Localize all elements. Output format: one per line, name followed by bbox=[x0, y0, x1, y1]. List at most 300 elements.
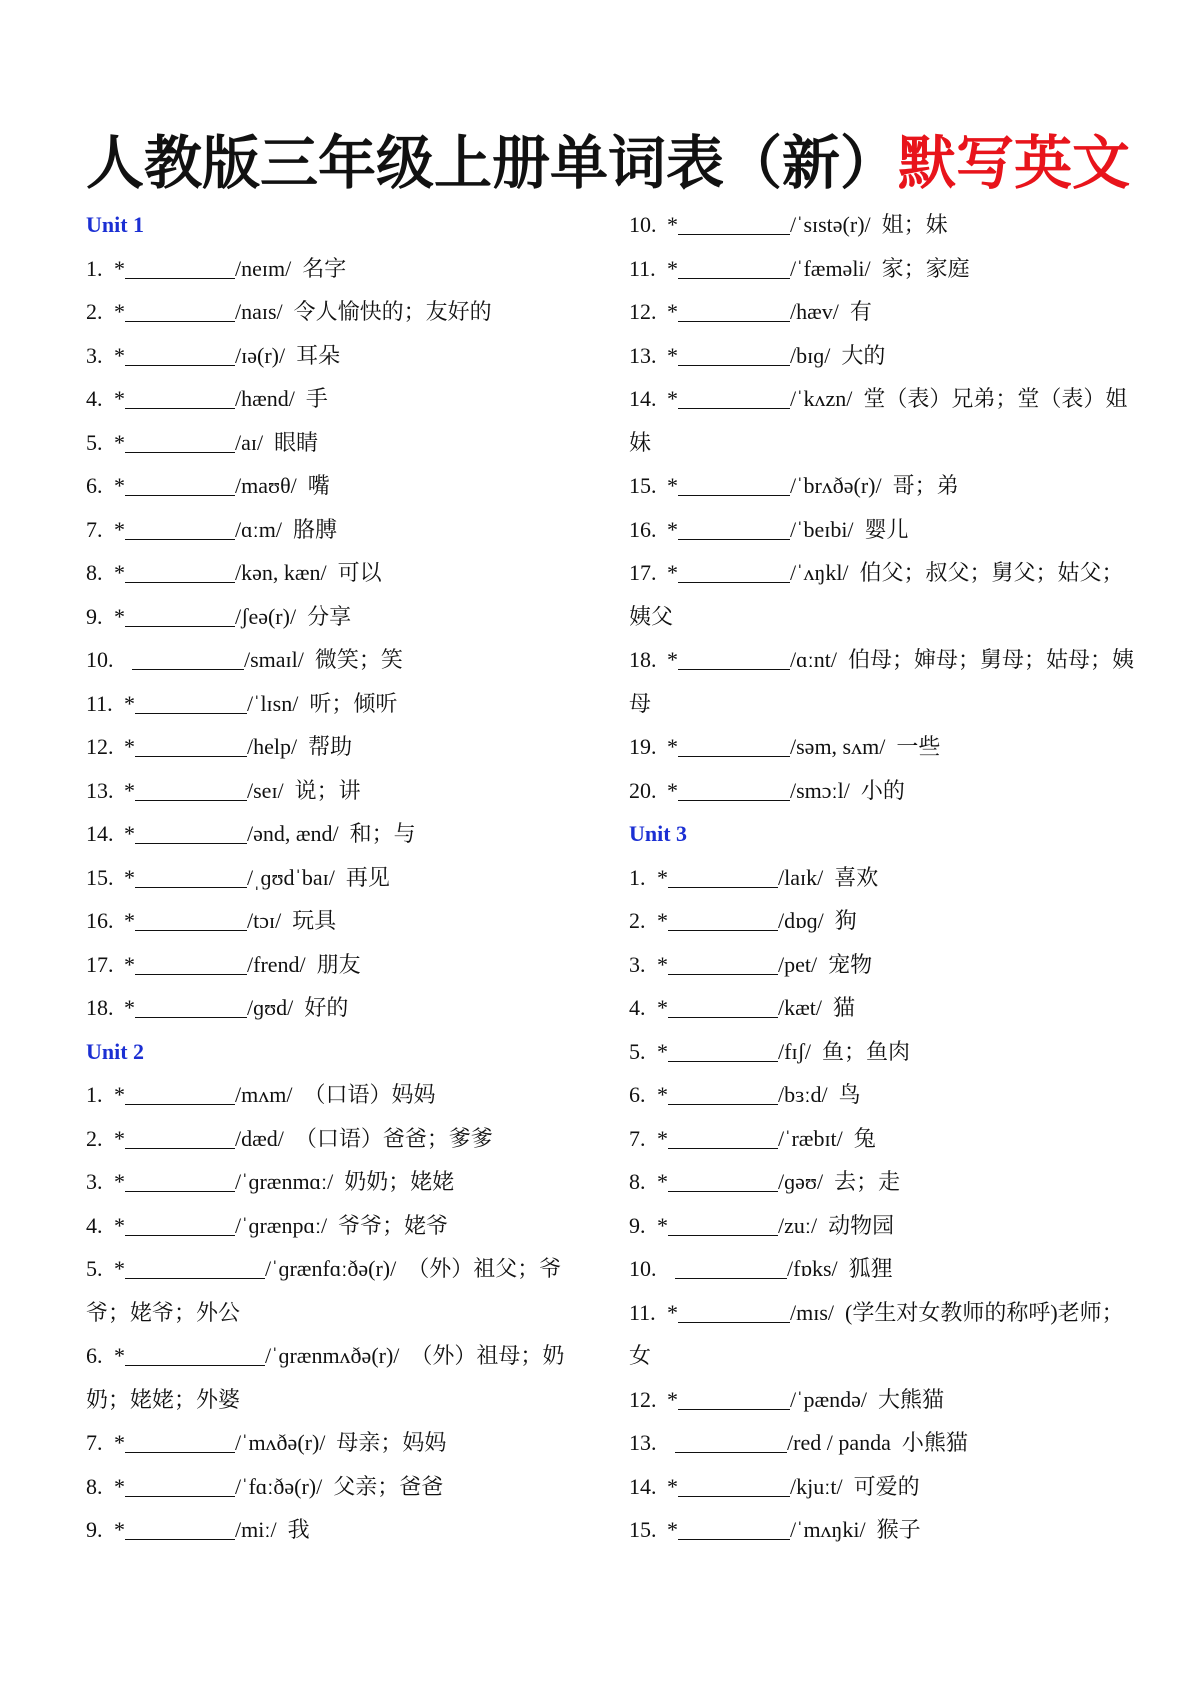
required-star: * bbox=[114, 1082, 125, 1107]
answer-blank[interactable] bbox=[678, 295, 790, 322]
word-entry bbox=[86, 290, 591, 334]
meaning: 姐；妹 bbox=[881, 212, 948, 237]
phonetic: /kjuːt/ bbox=[790, 1473, 843, 1499]
answer-blank[interactable] bbox=[125, 426, 235, 453]
required-star: * bbox=[657, 908, 668, 933]
answer-blank[interactable] bbox=[668, 1209, 778, 1236]
phonetic: /miː/ bbox=[235, 1517, 277, 1542]
answer-blank[interactable] bbox=[125, 295, 235, 322]
required-star: * bbox=[657, 1125, 668, 1151]
required-star: * bbox=[667, 1517, 678, 1542]
required-star: * bbox=[114, 473, 125, 498]
phonetic: /ˈɡrænpɑː/ bbox=[235, 1212, 328, 1238]
meaning: 令人愉快的；友好的 bbox=[293, 299, 492, 324]
word-entry bbox=[629, 1117, 1139, 1161]
phonetic: /səm, sʌm/ bbox=[790, 734, 886, 759]
required-star: * bbox=[124, 777, 135, 803]
phonetic: /ˈpændə/ bbox=[790, 1386, 867, 1412]
entry-number: 9. bbox=[629, 1212, 646, 1238]
meaning: 有 bbox=[849, 299, 872, 324]
required-star: * bbox=[667, 342, 678, 368]
word-entry bbox=[86, 812, 591, 856]
answer-blank[interactable] bbox=[668, 1078, 778, 1105]
required-star: * bbox=[114, 1256, 125, 1281]
meaning: 父亲；爸爸 bbox=[333, 1473, 444, 1499]
entry-number: 4. bbox=[86, 1212, 103, 1238]
phonetic: /smaɪl/ bbox=[244, 647, 304, 672]
phonetic: /maʊθ/ bbox=[235, 473, 297, 498]
answer-blank[interactable] bbox=[678, 252, 790, 279]
answer-blank[interactable] bbox=[668, 1122, 778, 1149]
answer-blank[interactable] bbox=[678, 513, 790, 540]
required-star: * bbox=[114, 1430, 125, 1455]
required-star: * bbox=[657, 995, 668, 1020]
entry-number: 2. bbox=[86, 299, 103, 324]
answer-blank[interactable] bbox=[125, 1078, 235, 1105]
meaning: 母亲；妈妈 bbox=[336, 1430, 447, 1455]
phonetic: /ˈɡrænmʌðə(r)/ bbox=[265, 1343, 400, 1368]
answer-blank[interactable] bbox=[135, 861, 247, 888]
answer-blank[interactable] bbox=[125, 382, 235, 409]
entry-number: 17. bbox=[86, 951, 114, 977]
meaning: 胳膊 bbox=[292, 516, 337, 542]
entry-number: 1. bbox=[86, 1082, 103, 1107]
entry-number: 1. bbox=[86, 255, 103, 281]
meaning: 我 bbox=[287, 1517, 310, 1542]
phonetic: /zuː/ bbox=[778, 1212, 818, 1238]
required-star: * bbox=[114, 1473, 125, 1499]
entry-number: 16. bbox=[86, 908, 114, 933]
word-entry bbox=[629, 1247, 1139, 1291]
meaning: 好的 bbox=[304, 995, 349, 1020]
word-entry bbox=[86, 1117, 591, 1161]
word-entry bbox=[629, 856, 1139, 900]
answer-blank[interactable] bbox=[125, 1209, 235, 1236]
meaning: 帮助 bbox=[308, 734, 353, 759]
entry-number: 10. bbox=[629, 1256, 657, 1281]
meaning: 动物园 bbox=[828, 1212, 895, 1238]
entry-number: 8. bbox=[86, 1473, 103, 1499]
answer-blank[interactable] bbox=[668, 1165, 778, 1192]
word-entry bbox=[629, 1073, 1139, 1117]
phonetic: /neɪm/ bbox=[235, 255, 292, 281]
phonetic: /kən, kæn/ bbox=[235, 560, 327, 585]
word-entry bbox=[86, 638, 591, 682]
required-star: * bbox=[114, 516, 125, 542]
required-star: * bbox=[657, 1169, 668, 1194]
required-star: * bbox=[667, 255, 678, 281]
meaning: 堂（表）兄弟；堂（表）姐妹 bbox=[629, 386, 1128, 455]
entry-number: 15. bbox=[629, 1517, 657, 1542]
entry-number: 10. bbox=[86, 647, 114, 672]
required-star: * bbox=[114, 342, 125, 368]
required-star: * bbox=[114, 255, 125, 281]
answer-blank[interactable] bbox=[668, 991, 778, 1018]
meaning: 微笑；笑 bbox=[314, 647, 403, 672]
answer-blank[interactable] bbox=[125, 556, 235, 583]
entry-number: 12. bbox=[629, 1386, 657, 1412]
required-star: * bbox=[657, 864, 668, 890]
phonetic: /frend/ bbox=[247, 951, 306, 977]
meaning: 哥；弟 bbox=[892, 473, 959, 498]
entry-number: 7. bbox=[86, 1430, 103, 1455]
required-star: * bbox=[667, 516, 678, 542]
word-entry bbox=[86, 508, 591, 552]
phonetic: /ɪə(r)/ bbox=[235, 342, 286, 368]
word-entry bbox=[86, 551, 591, 595]
answer-blank[interactable] bbox=[678, 469, 790, 496]
answer-blank[interactable] bbox=[678, 382, 790, 409]
meaning: 手 bbox=[305, 386, 328, 411]
entry-number: 17. bbox=[629, 560, 657, 585]
unit-heading: Unit 3 bbox=[629, 821, 688, 846]
required-star: * bbox=[114, 560, 125, 585]
answer-blank[interactable] bbox=[668, 904, 778, 931]
meaning: 可以 bbox=[337, 560, 382, 585]
phonetic: /ˈsɪstə(r)/ bbox=[790, 212, 871, 237]
answer-blank[interactable] bbox=[135, 991, 247, 1018]
required-star: * bbox=[667, 1473, 678, 1499]
entry-number: 8. bbox=[629, 1169, 646, 1194]
required-star: * bbox=[114, 1169, 125, 1194]
word-entry bbox=[86, 1465, 591, 1509]
meaning: 兔 bbox=[853, 1125, 876, 1151]
answer-blank[interactable] bbox=[678, 1383, 790, 1410]
entry-number: 18. bbox=[629, 647, 657, 672]
page-title bbox=[86, 126, 1130, 202]
entry-number: 2. bbox=[86, 1125, 103, 1151]
entry-number: 5. bbox=[86, 429, 103, 455]
required-star: * bbox=[667, 777, 678, 803]
word-entry bbox=[629, 1160, 1139, 1204]
meaning: 猫 bbox=[833, 995, 856, 1020]
required-star: * bbox=[114, 1212, 125, 1238]
phonetic: /ˈbeɪbi/ bbox=[790, 516, 854, 542]
entry-number: 9. bbox=[86, 1517, 103, 1542]
answer-blank[interactable] bbox=[678, 730, 790, 757]
required-star: * bbox=[114, 299, 125, 324]
entry-number: 20. bbox=[629, 777, 657, 803]
answer-blank[interactable] bbox=[135, 687, 247, 714]
required-star: * bbox=[124, 821, 135, 846]
phonetic: /bɜːd/ bbox=[778, 1082, 828, 1107]
phonetic: /hænd/ bbox=[235, 386, 295, 411]
required-star: * bbox=[114, 429, 125, 455]
word-entry bbox=[86, 595, 591, 639]
answer-blank[interactable] bbox=[135, 730, 247, 757]
required-star: * bbox=[667, 647, 678, 672]
word-entry bbox=[629, 551, 1139, 638]
entry-number: 16. bbox=[629, 516, 657, 542]
entry-number: 8. bbox=[86, 560, 103, 585]
entry-number: 13. bbox=[629, 1430, 657, 1455]
meaning: 小的 bbox=[860, 777, 905, 803]
phonetic: /ɡəʊ/ bbox=[778, 1169, 824, 1194]
required-star: * bbox=[114, 386, 125, 411]
answer-blank[interactable] bbox=[125, 1470, 235, 1497]
entry-number: 4. bbox=[86, 386, 103, 411]
phonetic: /tɔɪ/ bbox=[247, 908, 282, 933]
required-star: * bbox=[657, 1082, 668, 1107]
meaning: 喜欢 bbox=[834, 864, 879, 890]
meaning: 狐狸 bbox=[848, 1256, 893, 1281]
word-entry bbox=[86, 682, 591, 726]
phonetic: /mɪs/ bbox=[790, 1299, 835, 1325]
word-entry bbox=[629, 1508, 1139, 1552]
word-entry bbox=[629, 1291, 1139, 1378]
word-entry bbox=[629, 203, 1139, 247]
answer-blank[interactable] bbox=[125, 1252, 265, 1279]
phonetic: /ˌɡʊdˈbaɪ/ bbox=[247, 864, 335, 890]
phonetic: /aɪ/ bbox=[235, 429, 264, 455]
phonetic: /naɪs/ bbox=[235, 299, 283, 324]
answer-blank[interactable] bbox=[125, 1426, 235, 1453]
meaning: 大的 bbox=[841, 342, 886, 368]
entry-number: 13. bbox=[86, 777, 114, 803]
answer-blank[interactable] bbox=[678, 1513, 790, 1540]
meaning: (学生对女教师的称呼)老师；女 bbox=[629, 1299, 1124, 1368]
phonetic: /fɒks/ bbox=[787, 1256, 838, 1281]
phonetic: /ˈfɑːðə(r)/ bbox=[235, 1473, 323, 1499]
required-star: * bbox=[667, 1386, 678, 1412]
phonetic: /ʃeə(r)/ bbox=[235, 603, 297, 629]
meaning: 猴子 bbox=[876, 1517, 921, 1542]
phonetic: /ˈɡrænfɑːðə(r)/ bbox=[265, 1256, 397, 1281]
meaning: 去；走 bbox=[834, 1169, 901, 1194]
title-main: 人教版三年级上册单词表（新） bbox=[86, 131, 899, 196]
word-entry bbox=[86, 899, 591, 943]
required-star: * bbox=[114, 603, 125, 629]
word-entry bbox=[629, 769, 1139, 813]
entry-number: 6. bbox=[86, 473, 103, 498]
word-entry bbox=[86, 1247, 591, 1334]
word-entry bbox=[86, 725, 591, 769]
entry-number: 6. bbox=[86, 1343, 103, 1368]
meaning: 鸟 bbox=[838, 1082, 861, 1107]
phonetic: /mʌm/ bbox=[235, 1082, 293, 1107]
meaning: 再见 bbox=[345, 864, 390, 890]
meaning: 奶奶；姥姥 bbox=[344, 1169, 455, 1194]
word-entry bbox=[86, 856, 591, 900]
answer-blank[interactable] bbox=[678, 774, 790, 801]
required-star: * bbox=[667, 299, 678, 324]
answer-blank[interactable] bbox=[125, 1122, 235, 1149]
entry-number: 15. bbox=[629, 473, 657, 498]
meaning: 小熊猫 bbox=[901, 1430, 968, 1455]
word-entry bbox=[629, 1204, 1139, 1248]
meaning: 分享 bbox=[307, 603, 352, 629]
entry-number: 11. bbox=[86, 690, 113, 716]
meaning: 听；倾听 bbox=[309, 690, 398, 716]
entry-number: 3. bbox=[86, 342, 103, 368]
answer-blank[interactable] bbox=[678, 208, 790, 235]
answer-blank[interactable] bbox=[132, 643, 244, 670]
phonetic: /ˈfæməli/ bbox=[790, 255, 871, 281]
meaning: 可爱的 bbox=[853, 1473, 920, 1499]
word-entry bbox=[629, 1421, 1139, 1465]
meaning: 名字 bbox=[302, 255, 347, 281]
phonetic: /ɡʊd/ bbox=[247, 995, 294, 1020]
phonetic: /fɪʃ/ bbox=[778, 1038, 811, 1064]
word-entry bbox=[86, 464, 591, 508]
answer-blank[interactable] bbox=[135, 774, 247, 801]
entry-number: 14. bbox=[86, 821, 114, 846]
word-entry bbox=[629, 986, 1139, 1030]
meaning: 狗 bbox=[834, 908, 857, 933]
phonetic: /seɪ/ bbox=[247, 777, 284, 803]
word-entry bbox=[86, 1204, 591, 1248]
phonetic: /laɪk/ bbox=[778, 864, 824, 890]
meaning: 耳朵 bbox=[296, 342, 341, 368]
required-star: * bbox=[667, 1299, 678, 1325]
entry-number: 7. bbox=[629, 1125, 646, 1151]
required-star: * bbox=[124, 995, 135, 1020]
answer-blank[interactable] bbox=[125, 469, 235, 496]
meaning: 伯母；婶母；舅母；姑母；姨母 bbox=[629, 647, 1134, 716]
phonetic: /ɑːnt/ bbox=[790, 647, 837, 672]
answer-blank[interactable] bbox=[135, 817, 247, 844]
phonetic: /ˈmʌŋki/ bbox=[790, 1517, 866, 1542]
word-entry bbox=[86, 769, 591, 813]
answer-blank[interactable] bbox=[678, 643, 790, 670]
word-entry bbox=[629, 464, 1139, 508]
meaning: （口语）爸爸；爹爹 bbox=[294, 1125, 493, 1151]
required-star: * bbox=[124, 864, 135, 890]
required-star: * bbox=[124, 951, 135, 977]
phonetic: /ˈɡrænmɑː/ bbox=[235, 1169, 334, 1194]
required-star: * bbox=[114, 1517, 125, 1542]
word-entry bbox=[629, 638, 1139, 725]
unit-heading: Unit 2 bbox=[86, 1038, 145, 1064]
meaning: （外）祖父；爷爷；姥爷；外公 bbox=[86, 1256, 562, 1325]
phonetic: /bɪɡ/ bbox=[790, 342, 831, 368]
required-star: * bbox=[124, 690, 135, 716]
entry-number: 15. bbox=[86, 864, 114, 890]
word-entry bbox=[86, 1421, 591, 1465]
answer-blank[interactable] bbox=[678, 1296, 790, 1323]
phonetic: /ənd, ænd/ bbox=[247, 821, 339, 846]
meaning: （外）祖母；奶奶；姥姥；外婆 bbox=[86, 1343, 565, 1412]
word-entry bbox=[629, 1378, 1139, 1422]
entry-number: 5. bbox=[629, 1038, 646, 1064]
meaning: 说；讲 bbox=[294, 777, 361, 803]
entry-number: 5. bbox=[86, 1256, 103, 1281]
entry-number: 9. bbox=[86, 603, 103, 629]
word-entry bbox=[86, 247, 591, 291]
left-column bbox=[86, 203, 591, 1552]
entry-number: 10. bbox=[629, 212, 657, 237]
phonetic: /smɔːl/ bbox=[790, 777, 850, 803]
answer-blank[interactable] bbox=[125, 1165, 235, 1192]
phonetic: /dɒɡ/ bbox=[778, 908, 824, 933]
phonetic: /help/ bbox=[247, 734, 298, 759]
word-entry bbox=[629, 290, 1139, 334]
required-star: * bbox=[667, 734, 678, 759]
answer-blank[interactable] bbox=[668, 948, 778, 975]
entry-number: 11. bbox=[629, 255, 656, 281]
answer-blank[interactable] bbox=[678, 1470, 790, 1497]
answer-blank[interactable] bbox=[125, 1513, 235, 1540]
phonetic: /ˈmʌðə(r)/ bbox=[235, 1430, 326, 1455]
word-entry bbox=[629, 334, 1139, 378]
answer-blank[interactable] bbox=[125, 339, 235, 366]
word-entry bbox=[86, 986, 591, 1030]
phonetic: /ˈlɪsn/ bbox=[247, 690, 299, 716]
answer-blank[interactable] bbox=[125, 513, 235, 540]
answer-blank[interactable] bbox=[125, 1339, 265, 1366]
entry-number: 7. bbox=[86, 516, 103, 542]
required-star: * bbox=[667, 386, 678, 411]
required-star: * bbox=[657, 1212, 668, 1238]
word-entry bbox=[86, 1334, 591, 1421]
phonetic: /kæt/ bbox=[778, 995, 823, 1020]
entry-number: 2. bbox=[629, 908, 646, 933]
entry-number: 1. bbox=[629, 864, 646, 890]
entry-number: 19. bbox=[629, 734, 657, 759]
answer-blank[interactable] bbox=[135, 948, 247, 975]
entry-number: 3. bbox=[629, 951, 646, 977]
answer-blank[interactable] bbox=[678, 339, 790, 366]
required-star: * bbox=[124, 908, 135, 933]
word-entry bbox=[629, 943, 1139, 987]
entry-number: 13. bbox=[629, 342, 657, 368]
meaning: 爷爷；姥爷 bbox=[338, 1212, 449, 1238]
answer-blank[interactable] bbox=[668, 1035, 778, 1062]
phonetic: /ˈkʌzn/ bbox=[790, 386, 853, 411]
word-entry bbox=[629, 1030, 1139, 1074]
phonetic: /pet/ bbox=[778, 951, 818, 977]
answer-blank[interactable] bbox=[135, 904, 247, 931]
answer-blank[interactable] bbox=[668, 861, 778, 888]
phonetic: /ˈræbɪt/ bbox=[778, 1125, 843, 1151]
phonetic: /red / panda bbox=[787, 1430, 891, 1455]
entry-number: 3. bbox=[86, 1169, 103, 1194]
meaning: 玩具 bbox=[292, 908, 337, 933]
word-entry bbox=[629, 247, 1139, 291]
meaning: 嘴 bbox=[307, 473, 330, 498]
answer-blank[interactable] bbox=[675, 1426, 787, 1453]
entry-number: 6. bbox=[629, 1082, 646, 1107]
word-entry bbox=[86, 421, 591, 465]
meaning: 婴儿 bbox=[864, 516, 909, 542]
word-entry bbox=[629, 899, 1139, 943]
required-star: * bbox=[124, 734, 135, 759]
entry-number: 14. bbox=[629, 386, 657, 411]
answer-blank[interactable] bbox=[125, 252, 235, 279]
phonetic: /ˈbrʌðə(r)/ bbox=[790, 473, 882, 498]
phonetic: /ɑːm/ bbox=[235, 516, 282, 542]
answer-blank[interactable] bbox=[675, 1252, 787, 1279]
meaning: 一些 bbox=[896, 734, 941, 759]
entry-number: 12. bbox=[629, 299, 657, 324]
word-entry bbox=[86, 1508, 591, 1552]
required-star: * bbox=[667, 560, 678, 585]
required-star: * bbox=[114, 1125, 125, 1151]
word-entry bbox=[629, 508, 1139, 552]
meaning: 家；家庭 bbox=[881, 255, 970, 281]
phonetic: /ˈʌŋkl/ bbox=[790, 560, 849, 585]
word-entry bbox=[86, 334, 591, 378]
entry-number: 18. bbox=[86, 995, 114, 1020]
answer-blank[interactable] bbox=[678, 556, 790, 583]
meaning: 伯父；叔父；舅父；姑父；姨父 bbox=[629, 560, 1124, 629]
answer-blank[interactable] bbox=[125, 600, 235, 627]
phonetic: /hæv/ bbox=[790, 299, 839, 324]
meaning: 朋友 bbox=[316, 951, 361, 977]
word-entry bbox=[86, 1073, 591, 1117]
required-star: * bbox=[657, 1038, 668, 1064]
word-entry bbox=[86, 1160, 591, 1204]
